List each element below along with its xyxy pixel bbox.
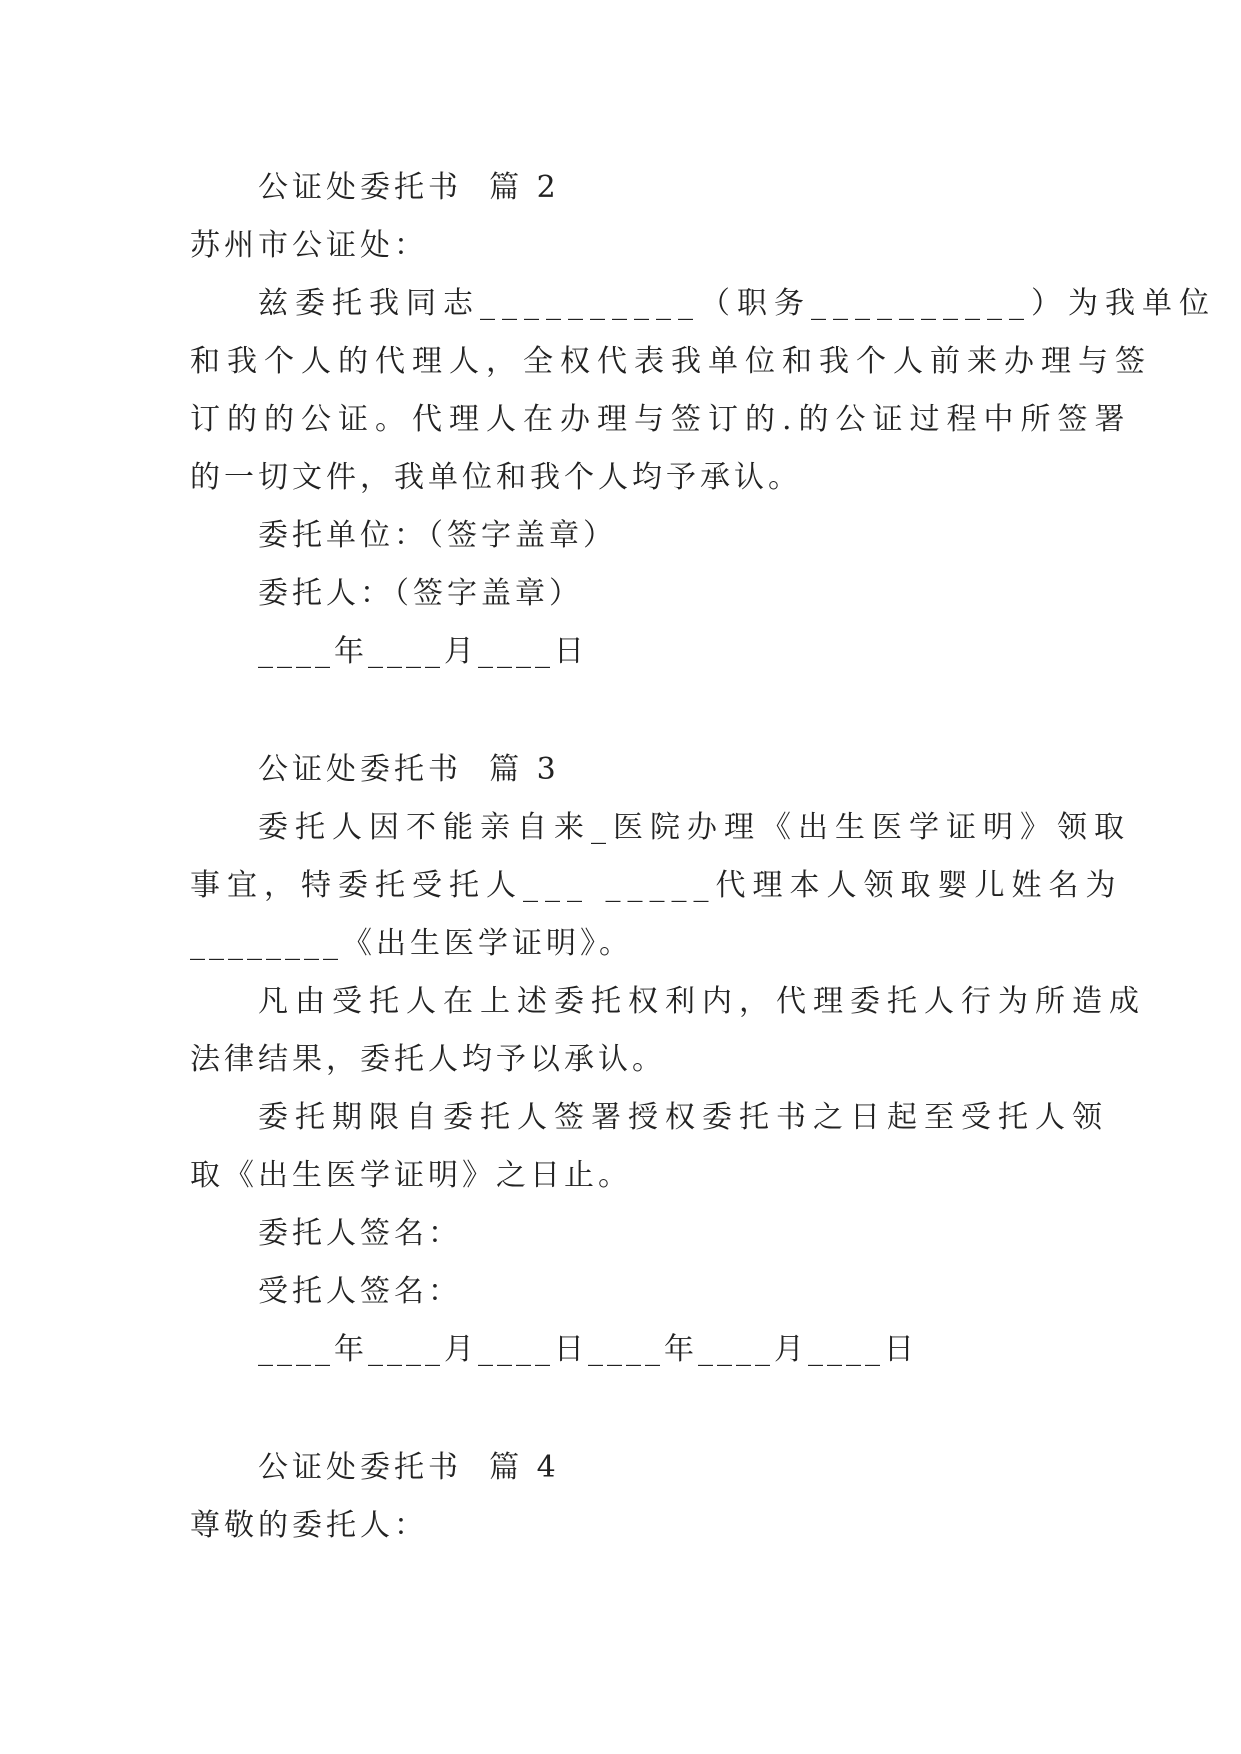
section-4-addressee: 尊敬的委托人： — [190, 1508, 428, 1543]
section-3-paragraph-1-line-1: 委托人因不能亲自来_医院办理《出生医学证明》领取 — [258, 810, 1131, 845]
section-2-person-signature: 委托人：（签字盖章） — [258, 576, 583, 611]
section-2-date: ____年____月____日 — [258, 634, 588, 669]
section-2-paragraph-line-2: 和我个人的代理人，全权代表我单位和我个人前来办理与签 — [190, 344, 1152, 379]
section-3-paragraph-2-line-1: 凡由受托人在上述委托权利内，代理委托人行为所造成 — [258, 984, 1146, 1019]
section-3-paragraph-1-line-3: ________《出生医学证明》。 — [190, 926, 633, 961]
section-3-paragraph-2-line-2: 法律结果，委托人均予以承认。 — [190, 1042, 666, 1077]
section-3-dates: ____年____月____日____年____月____日 — [258, 1332, 918, 1367]
section-2-addressee: 苏州市公证处： — [190, 228, 428, 263]
section-2-paragraph-line-3: 订的的公证。代理人在办理与签订的.的公证过程中所签署 — [190, 402, 1132, 437]
section-3-paragraph-3-line-2: 取《出生医学证明》之日止。 — [190, 1158, 632, 1193]
section-2-paragraph-line-1: 兹委托我同志__________（职务__________）为我单位 — [258, 286, 1216, 321]
section-3-agent-signature: 受托人签名： — [258, 1274, 462, 1309]
section-2-heading: 公证处委托书 篇 2 — [258, 170, 560, 205]
section-3-heading: 公证处委托书 篇 3 — [258, 752, 560, 787]
section-3-principal-signature: 委托人签名： — [258, 1216, 462, 1251]
section-4-heading: 公证处委托书 篇 4 — [258, 1450, 560, 1485]
section-2-paragraph-line-4: 的一切文件，我单位和我个人均予承认。 — [190, 460, 802, 495]
section-2-unit-signature: 委托单位：（签字盖章） — [258, 518, 617, 553]
section-3-paragraph-3-line-1: 委托期限自委托人签署授权委托书之日起至受托人领 — [258, 1100, 1109, 1135]
section-3-paragraph-1-line-2: 事宜，特委托受托人___ _____代理本人领取婴儿姓名为 — [190, 868, 1123, 903]
